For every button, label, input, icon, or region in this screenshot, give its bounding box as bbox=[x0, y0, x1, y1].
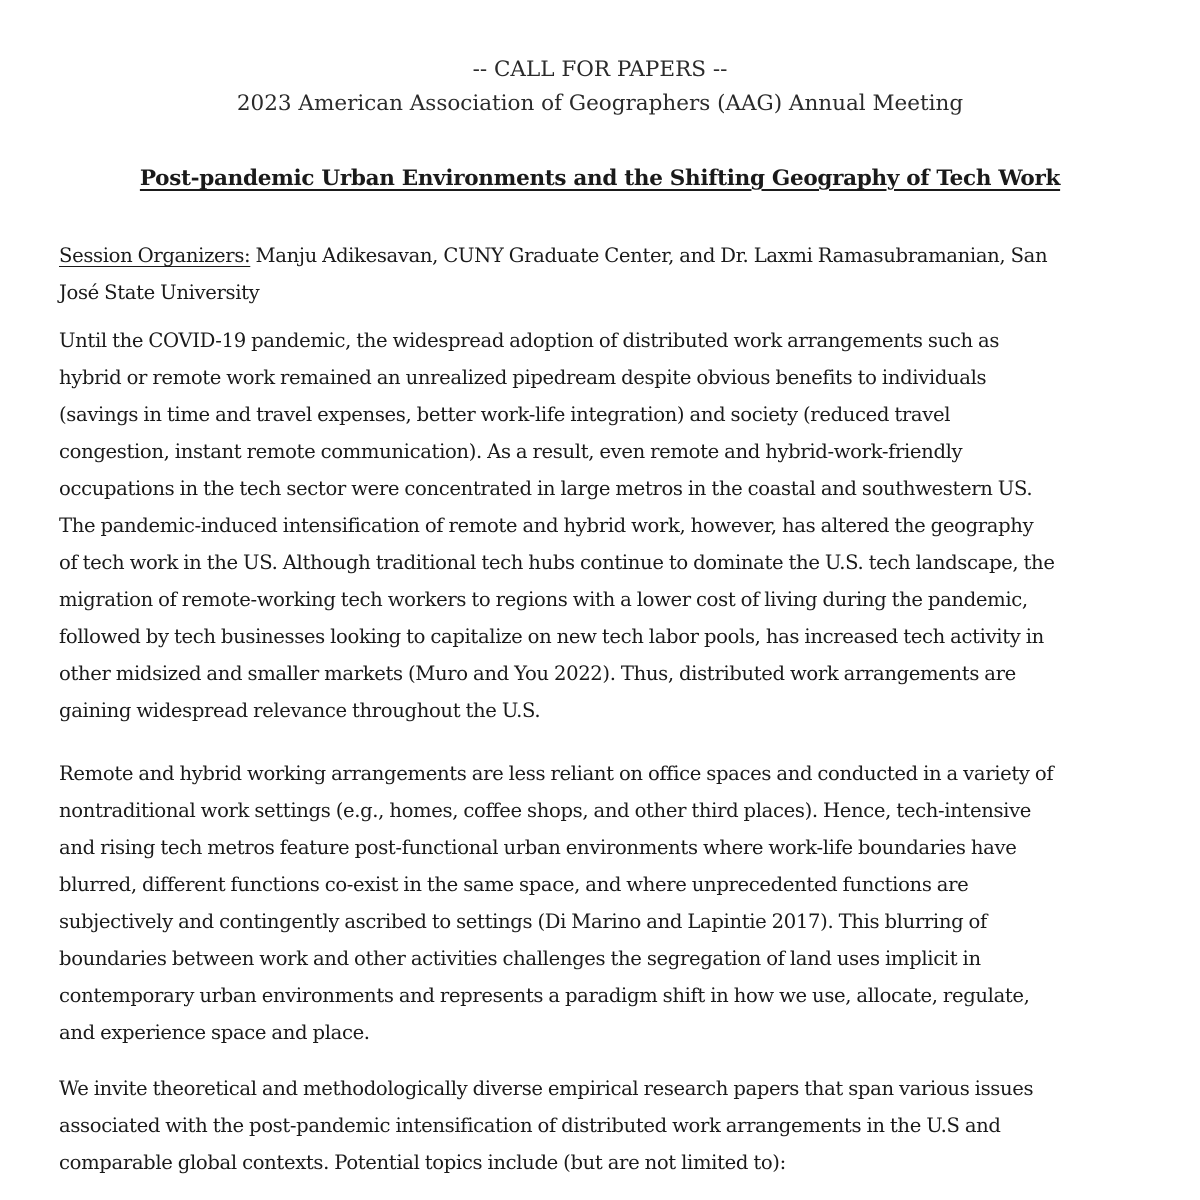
paragraph-line: contemporary urban environments and represents a paradigm shift in how we use, allocate, regulate, bbox=[59, 984, 1030, 1007]
paragraph-3 bbox=[59, 1070, 1149, 1181]
paragraph-1 bbox=[59, 322, 1149, 729]
paragraph-line: nontraditional work settings (e.g., homes, coffee shops, and other third places). Hence, tech-intensive bbox=[59, 799, 1032, 822]
paragraph-line: other midsized and smaller markets (Muro and You 2022). Thus, distributed work arrangements are bbox=[59, 662, 1016, 685]
paragraph-line: The pandemic-induced intensification of remote and hybrid work, however, has altered the geography bbox=[59, 514, 1034, 537]
paragraph-line: congestion, instant remote communication). As a result, even remote and hybrid-work-friendly bbox=[59, 440, 963, 463]
organizers-line-2: José State University bbox=[59, 281, 260, 304]
meeting-subheading: 2023 American Association of Geographers (AAG) Annual Meeting bbox=[236, 91, 964, 116]
paragraph-line: boundaries between work and other activities challenges the segregation of land uses implicit in bbox=[59, 947, 981, 970]
paragraph-line: and rising tech metros feature post-functional urban environments where work-life boundaries have bbox=[59, 836, 1017, 859]
paragraph-line: associated with the post-pandemic intensification of distributed work arrangements in the U.S and bbox=[59, 1114, 1001, 1137]
paragraph-2 bbox=[59, 755, 1149, 1051]
session-organizers bbox=[59, 237, 1149, 311]
paragraph-line: Remote and hybrid working arrangements are less reliant on office spaces and conducted in a variety of bbox=[59, 762, 1054, 785]
paragraph-line: followed by tech businesses looking to capitalize on new tech labor pools, has increased tech activity in bbox=[59, 625, 1044, 648]
paragraph-line: migration of remote-working tech workers to regions with a lower cost of living during the pandemic, bbox=[59, 588, 1028, 611]
paragraph-line: hybrid or remote work remained an unrealized pipedream despite obvious benefits to individuals bbox=[59, 366, 987, 389]
session-title: Post-pandemic Urban Environments and the Shifting Geography of Tech Work bbox=[139, 166, 1061, 191]
paragraph-line: of tech work in the US. Although traditional tech hubs continue to dominate the U.S. tech landscape, the bbox=[59, 551, 1055, 574]
paragraph-line: subjectively and contingently ascribed to settings (Di Marino and Lapintie 2017). This blurring of bbox=[59, 910, 987, 933]
paragraph-line: blurred, different functions co-exist in the same space, and where unprecedented functions are bbox=[59, 873, 969, 896]
organizers-names: Manju Adikesavan, CUNY Graduate Center, and Dr. Laxmi Ramasubramanian, San bbox=[250, 244, 1048, 267]
paragraph-line: and experience space and place. bbox=[59, 1021, 370, 1044]
session-title-container bbox=[0, 164, 1200, 194]
organizers-line-1 bbox=[59, 237, 1149, 274]
paragraph-line: We invite theoretical and methodologically diverse empirical research papers that span various issues bbox=[59, 1077, 1034, 1100]
paragraph-line: (savings in time and travel expenses, better work-life integration) and society (reduced travel bbox=[59, 403, 951, 426]
paragraph-line: gaining widespread relevance throughout the U.S. bbox=[59, 699, 541, 722]
paragraph-line: comparable global contexts. Potential topics include (but are not limited to): bbox=[59, 1151, 786, 1174]
paragraph-line: Until the COVID-19 pandemic, the widespread adoption of distributed work arrangements such as bbox=[59, 329, 1000, 352]
organizers-label: Session Organizers: bbox=[59, 244, 251, 267]
paragraph-line: occupations in the tech sector were concentrated in large metros in the coastal and southwestern US. bbox=[59, 477, 1033, 500]
call-for-papers-heading: -- CALL FOR PAPERS -- bbox=[472, 57, 728, 82]
